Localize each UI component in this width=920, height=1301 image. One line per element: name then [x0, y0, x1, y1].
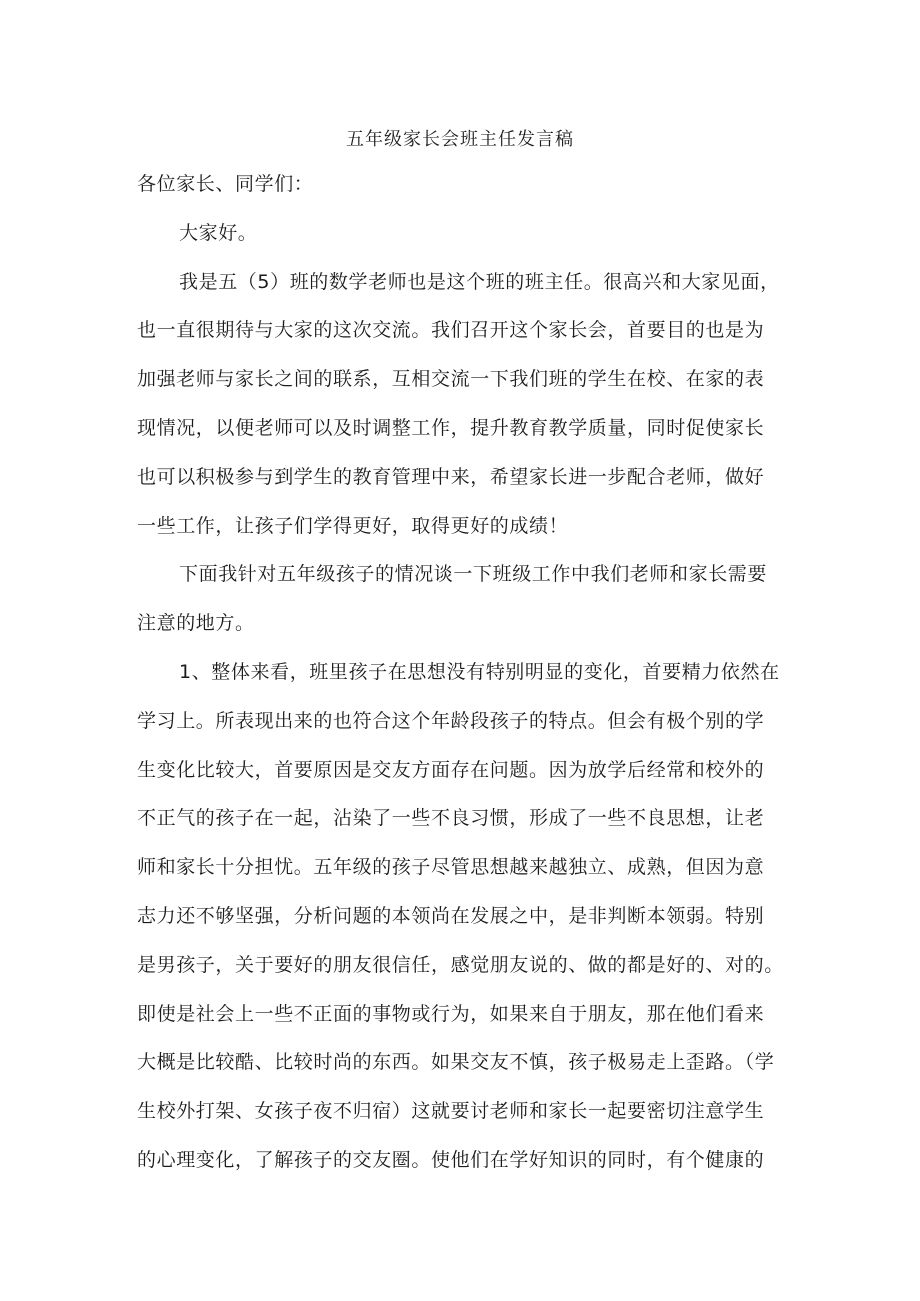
paragraph-2: [137, 550, 797, 648]
paragraph-line: 的心理变化，了解孩子的交友圈。使他们在学好知识的同时，有个健康的: [137, 1148, 765, 1171]
paragraph-line: 也可以积极参与到学生的教育管理中来，希望家长进一步配合老师，做好: [137, 465, 765, 488]
document-title: 五年级家长会班主任发言稿: [346, 129, 574, 150]
salutation: 各位家长、同学们：: [137, 173, 314, 195]
paragraph-line: 志力还不够坚强，分析问题的本领尚在发展之中，是非判断本领弱。特别: [137, 904, 765, 927]
greeting: 大家好。: [179, 221, 258, 244]
paragraph-line: 即使是社会上一些不正面的事物或行为，如果来自于朋友，那在他们看来: [137, 1002, 765, 1025]
paragraph-line: 我是五（5）班的数学老师也是这个班的班主任。很高兴和大家见面，: [179, 270, 780, 293]
paragraph-line: 是男孩子，关于要好的朋友很信任，感觉朋友说的、做的都是好的、对的。: [137, 953, 784, 976]
paragraph-1: [137, 258, 797, 551]
paragraph-line: 也一直很期待与大家的这次交流。我们召开这个家长会，首要目的也是为: [137, 319, 765, 342]
document-body: [137, 160, 797, 1185]
paragraph-line: 加强老师与家长之间的联系，互相交流一下我们班的学生在校、在家的表: [137, 368, 765, 391]
paragraph-line: 不正气的孩子在一起，沾染了一些不良习惯，形成了一些不良思想，让老: [137, 807, 765, 830]
paragraph-line: 学习上。所表现出来的也符合这个年龄段孩子的特点。但会有极个别的学: [137, 709, 765, 732]
paragraph-line: 一些工作，让孩子们学得更好，取得更好的成绩！: [137, 514, 569, 537]
paragraph-line: 生变化比较大，首要原因是交友方面存在问题。因为放学后经常和校外的: [137, 758, 765, 781]
paragraph-line: 师和家长十分担忧。五年级的孩子尽管思想越来越独立、成熟，但因为意: [137, 856, 765, 879]
paragraph-line: 大概是比较酷、比较时尚的东西。如果交友不慎，孩子极易走上歪路。（学: [137, 1051, 775, 1074]
paragraph-line: 生校外打架、女孩子夜不归宿）这就要讨老师和家长一起要密切注意学生: [137, 1100, 765, 1123]
paragraph-3: [137, 648, 797, 1185]
paragraph-line: 注意的地方。: [137, 612, 255, 635]
paragraph-line: 下面我针对五年级孩子的情况谈一下班级工作中我们老师和家长需要: [179, 563, 768, 586]
paragraph-line: 1、整体来看，班里孩子在思想没有特别明显的变化，首要精力依然在: [179, 660, 780, 683]
paragraph-line: 现情况，以便老师可以及时调整工作，提升教育教学质量，同时促使家长: [137, 416, 765, 439]
